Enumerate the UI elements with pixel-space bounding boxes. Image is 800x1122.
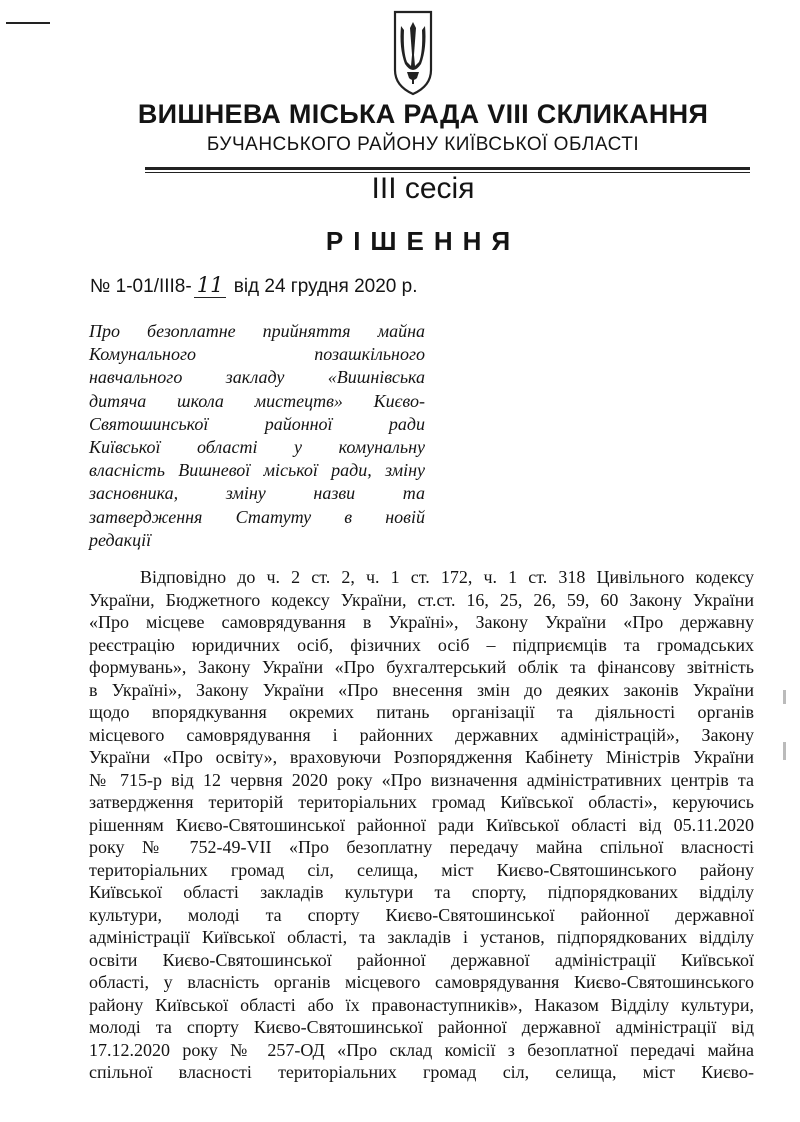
body-line: Відповідно до ч. 2 ст. 2, ч. 1 ст. 172, ч. 1 ст. 318 Цивільного кодексу xyxy=(140,567,754,587)
body-line: 17.12.2020 року № 257-ОД «Про склад комісії з безоплатної передачі майна xyxy=(89,1039,754,1060)
scan-edge-mark xyxy=(783,742,786,760)
body-paragraph xyxy=(89,566,754,1084)
subject-line: засновника, зміну назви та xyxy=(89,483,425,504)
body-line: в Україні», Закону України «Про внесення змін до деяких законів України xyxy=(89,679,754,700)
body-line: області, у власність органів місцевого самоврядування Києво-Святошинського xyxy=(89,972,754,992)
body-line: «Про місцеве самоврядування в Україні», Закону України «Про державну xyxy=(89,612,754,632)
subject-line: затвердження Статуту в новій xyxy=(89,506,425,527)
body-line: України, Бюджетного кодексу України, ст.ст. 16, 25, 26, 59, 60 Закону України xyxy=(89,589,754,610)
district-title: БУЧАНСЬКОГО РАЙОНУ КИЇВСЬКОЇ ОБЛАСТІ xyxy=(206,134,640,155)
subject-line: редакції xyxy=(89,529,152,550)
session-title: ІІІ сесія xyxy=(371,172,475,205)
body-line: року № 752-49-VII «Про безоплатну передачу майна спільної власності xyxy=(89,837,754,857)
body-line: місцевого самоврядування і районних державних адміністрацій», Закону xyxy=(89,724,754,745)
body-line: Київської області закладів культури та спорту, підпорядкованих відділу xyxy=(89,882,754,902)
document-type: РІШЕННЯ xyxy=(325,226,521,256)
body-line: молоді та спорту Києво-Святошинської районної державної адміністрації від xyxy=(89,1017,754,1037)
body-line: № 715-р від 12 червня 2020 року «Про визначення адміністративних центрів та xyxy=(89,769,754,790)
body-line: щодо впорядкування окремих питань організації та діяльності органів xyxy=(89,702,754,722)
subject-line: Київської області у комунальну xyxy=(89,437,425,458)
number-date: від 24 грудня 2020 р. xyxy=(233,276,418,297)
body-line: України «Про освіту», враховуючи Розпорядження Кабінету Міністрів України xyxy=(89,747,754,767)
subject-line: Комунального позашкільного xyxy=(89,344,425,365)
body-line: реєстрацію юридичних осіб, фізичних осіб – підприємців та громадських xyxy=(89,634,754,655)
scan-edge-mark xyxy=(783,690,786,704)
corner-mark xyxy=(6,22,50,24)
header-rule-thick xyxy=(145,167,750,170)
subject-line: навчального закладу «Вишнівська xyxy=(89,367,425,388)
council-title: ВИШНЕВА МІСЬКА РАДА VIII СКЛИКАННЯ xyxy=(137,99,709,129)
trident-icon xyxy=(391,8,435,98)
body-line: рішенням Києво-Святошинської районної ради Київської області від 05.11.2020 xyxy=(89,814,754,835)
subject-line: дитяча школа мистецтв» Києво- xyxy=(89,390,425,411)
document-number xyxy=(90,273,418,298)
subject-line: Святошинської районної ради xyxy=(89,413,425,434)
body-line: адміністрації Київської області, та закладів і установ, підпорядкованих відділу xyxy=(89,927,754,947)
body-line: району Київської області або їх правонаступників», Наказом Відділу культури, xyxy=(89,994,754,1015)
body-line: освіти Києво-Святошинської районної державної адміністрації Київської xyxy=(89,949,754,970)
subject-line: Про безоплатне прийняття майна xyxy=(89,321,425,341)
subject-line: власність Вишневої міської ради, зміну xyxy=(89,460,425,481)
body-line: затвердження територій територіальних громад Київської області», керуючись xyxy=(89,792,754,812)
body-line: спільної власності територіальних громад сіл, селища, міст Києво- xyxy=(89,1062,754,1082)
body-line: культури, молоді та спорту Києво-Святошинської районної державної xyxy=(89,904,754,925)
decision-subject xyxy=(89,320,425,552)
body-line: територіальних громад сіл, селища, міст Києво-Святошинського району xyxy=(89,859,754,880)
handwritten-number: 11 xyxy=(194,273,227,298)
number-prefix: № 1-01/ІІІ8- xyxy=(90,276,192,297)
body-line: формувань», Закону України «Про бухгалтерський облік та фінансову звітність xyxy=(89,657,754,677)
